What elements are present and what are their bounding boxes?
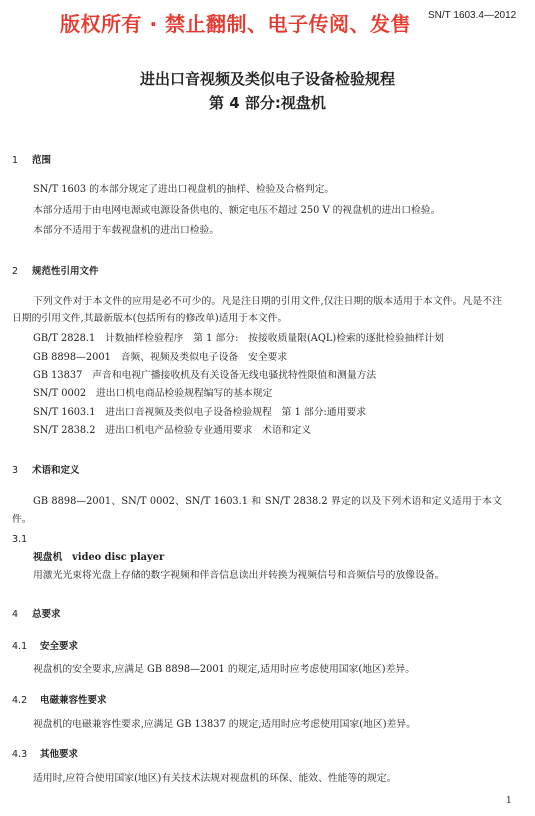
section-title: 术语和定义 xyxy=(32,465,80,476)
document-title: 进出口音视频及类似电子设备检验规程 xyxy=(139,70,395,88)
subsection-title: 其他要求 xyxy=(40,749,79,760)
paragraph: 本部分适用于由电网电源或电源设备供电的、额定电压不超过 250 V 的视盘机的进出口检验。 xyxy=(33,205,441,216)
paragraph: SN/T 1603 的本部分规定了进出口视盘机的抽样、检验及合格判定。 xyxy=(33,184,335,195)
subsection-number: 4.2 xyxy=(12,695,28,706)
section-title: 规范性引用文件 xyxy=(32,266,99,277)
reference-item: SN/T 1603.1 进出口音视频及类似电子设备检验规程 第 1 部分:通用要求 xyxy=(33,407,366,418)
paragraph: GB 8898—2001、SN/T 0002、SN/T 1603.1 和 SN/T 2838.2 界定的以及下列术语和定义适用于本文件。 xyxy=(12,496,502,525)
subsection-number: 4.3 xyxy=(12,749,28,760)
section-heading-terms xyxy=(12,462,80,476)
paragraph: 视盘机的安全要求,应满足 GB 8898—2001 的规定,适用时应考虑使用国家(地区)差异。 xyxy=(33,664,416,675)
document-subtitle: 第 4 部分:视盘机 xyxy=(209,94,326,112)
standard-number: SN/T 1603.4—2012 xyxy=(428,10,517,21)
reference-item: GB/T 2828.1 计数抽样检验程序 第 1 部分: 按接收质量限(AQL)检索的逐批检验抽样计划 xyxy=(33,333,444,344)
section-number: 4 xyxy=(12,609,19,620)
section-title: 范围 xyxy=(32,155,52,166)
section-heading-general-requirements xyxy=(12,606,61,620)
reference-item: GB 8898—2001 音频、视频及类似电子设备 安全要求 xyxy=(33,352,288,363)
subsection-number: 3.1 xyxy=(12,534,28,545)
subsection-heading-safety xyxy=(12,638,78,652)
section-heading-references xyxy=(12,263,99,277)
section-heading-scope xyxy=(12,152,51,166)
section-number: 1 xyxy=(12,155,19,166)
subsection-heading-other xyxy=(12,746,78,760)
section-number: 3 xyxy=(12,465,19,476)
reference-item: SN/T 0002 进出口机电商品检验规程编写的基本规定 xyxy=(33,388,273,399)
paragraph: 本部分不适用于车载视盘机的进出口检验。 xyxy=(33,225,220,236)
section-number: 2 xyxy=(12,266,19,277)
subsection-title: 安全要求 xyxy=(40,641,79,652)
paragraph: 视盘机的电磁兼容性要求,应满足 GB 13837 的规定,适用时应考虑使用国家(地区)差异。 xyxy=(33,719,416,730)
subsection-title: 电磁兼容性要求 xyxy=(40,695,107,706)
paragraph: 适用时,应符合使用国家(地区)有关技术法规对视盘机的环保、能效、性能等的规定。 xyxy=(33,773,397,784)
reference-item: GB 13837 声音和电视广播接收机及有关设备无线电骚扰特性限值和测量方法 xyxy=(33,370,377,381)
page-number: 1 xyxy=(506,796,512,806)
section-title: 总要求 xyxy=(32,609,61,620)
paragraph: 下列文件对于本文件的应用是必不可少的。凡是注日期的引用文件,仅注日期的版本适用于本文件。凡是不注日期的引用文件,其最新版本(包括所有的修改单)适用于本文件。 xyxy=(12,296,502,324)
subsection-number: 4.1 xyxy=(12,641,28,652)
term-definition: 用激光光束将光盘上存储的数字视频和伴音信息读出并转换为视频信号和音频信号的放像设备。 xyxy=(33,570,445,581)
subsection-heading-emc xyxy=(12,692,107,706)
copyright-watermark: 版权所有 · 禁止翻制、电子传阅、发售 xyxy=(60,12,412,36)
term-title: 视盘机 video disc player xyxy=(33,552,165,563)
reference-item: SN/T 2838.2 进出口机电产品检验专业通用要求 术语和定义 xyxy=(33,425,312,436)
